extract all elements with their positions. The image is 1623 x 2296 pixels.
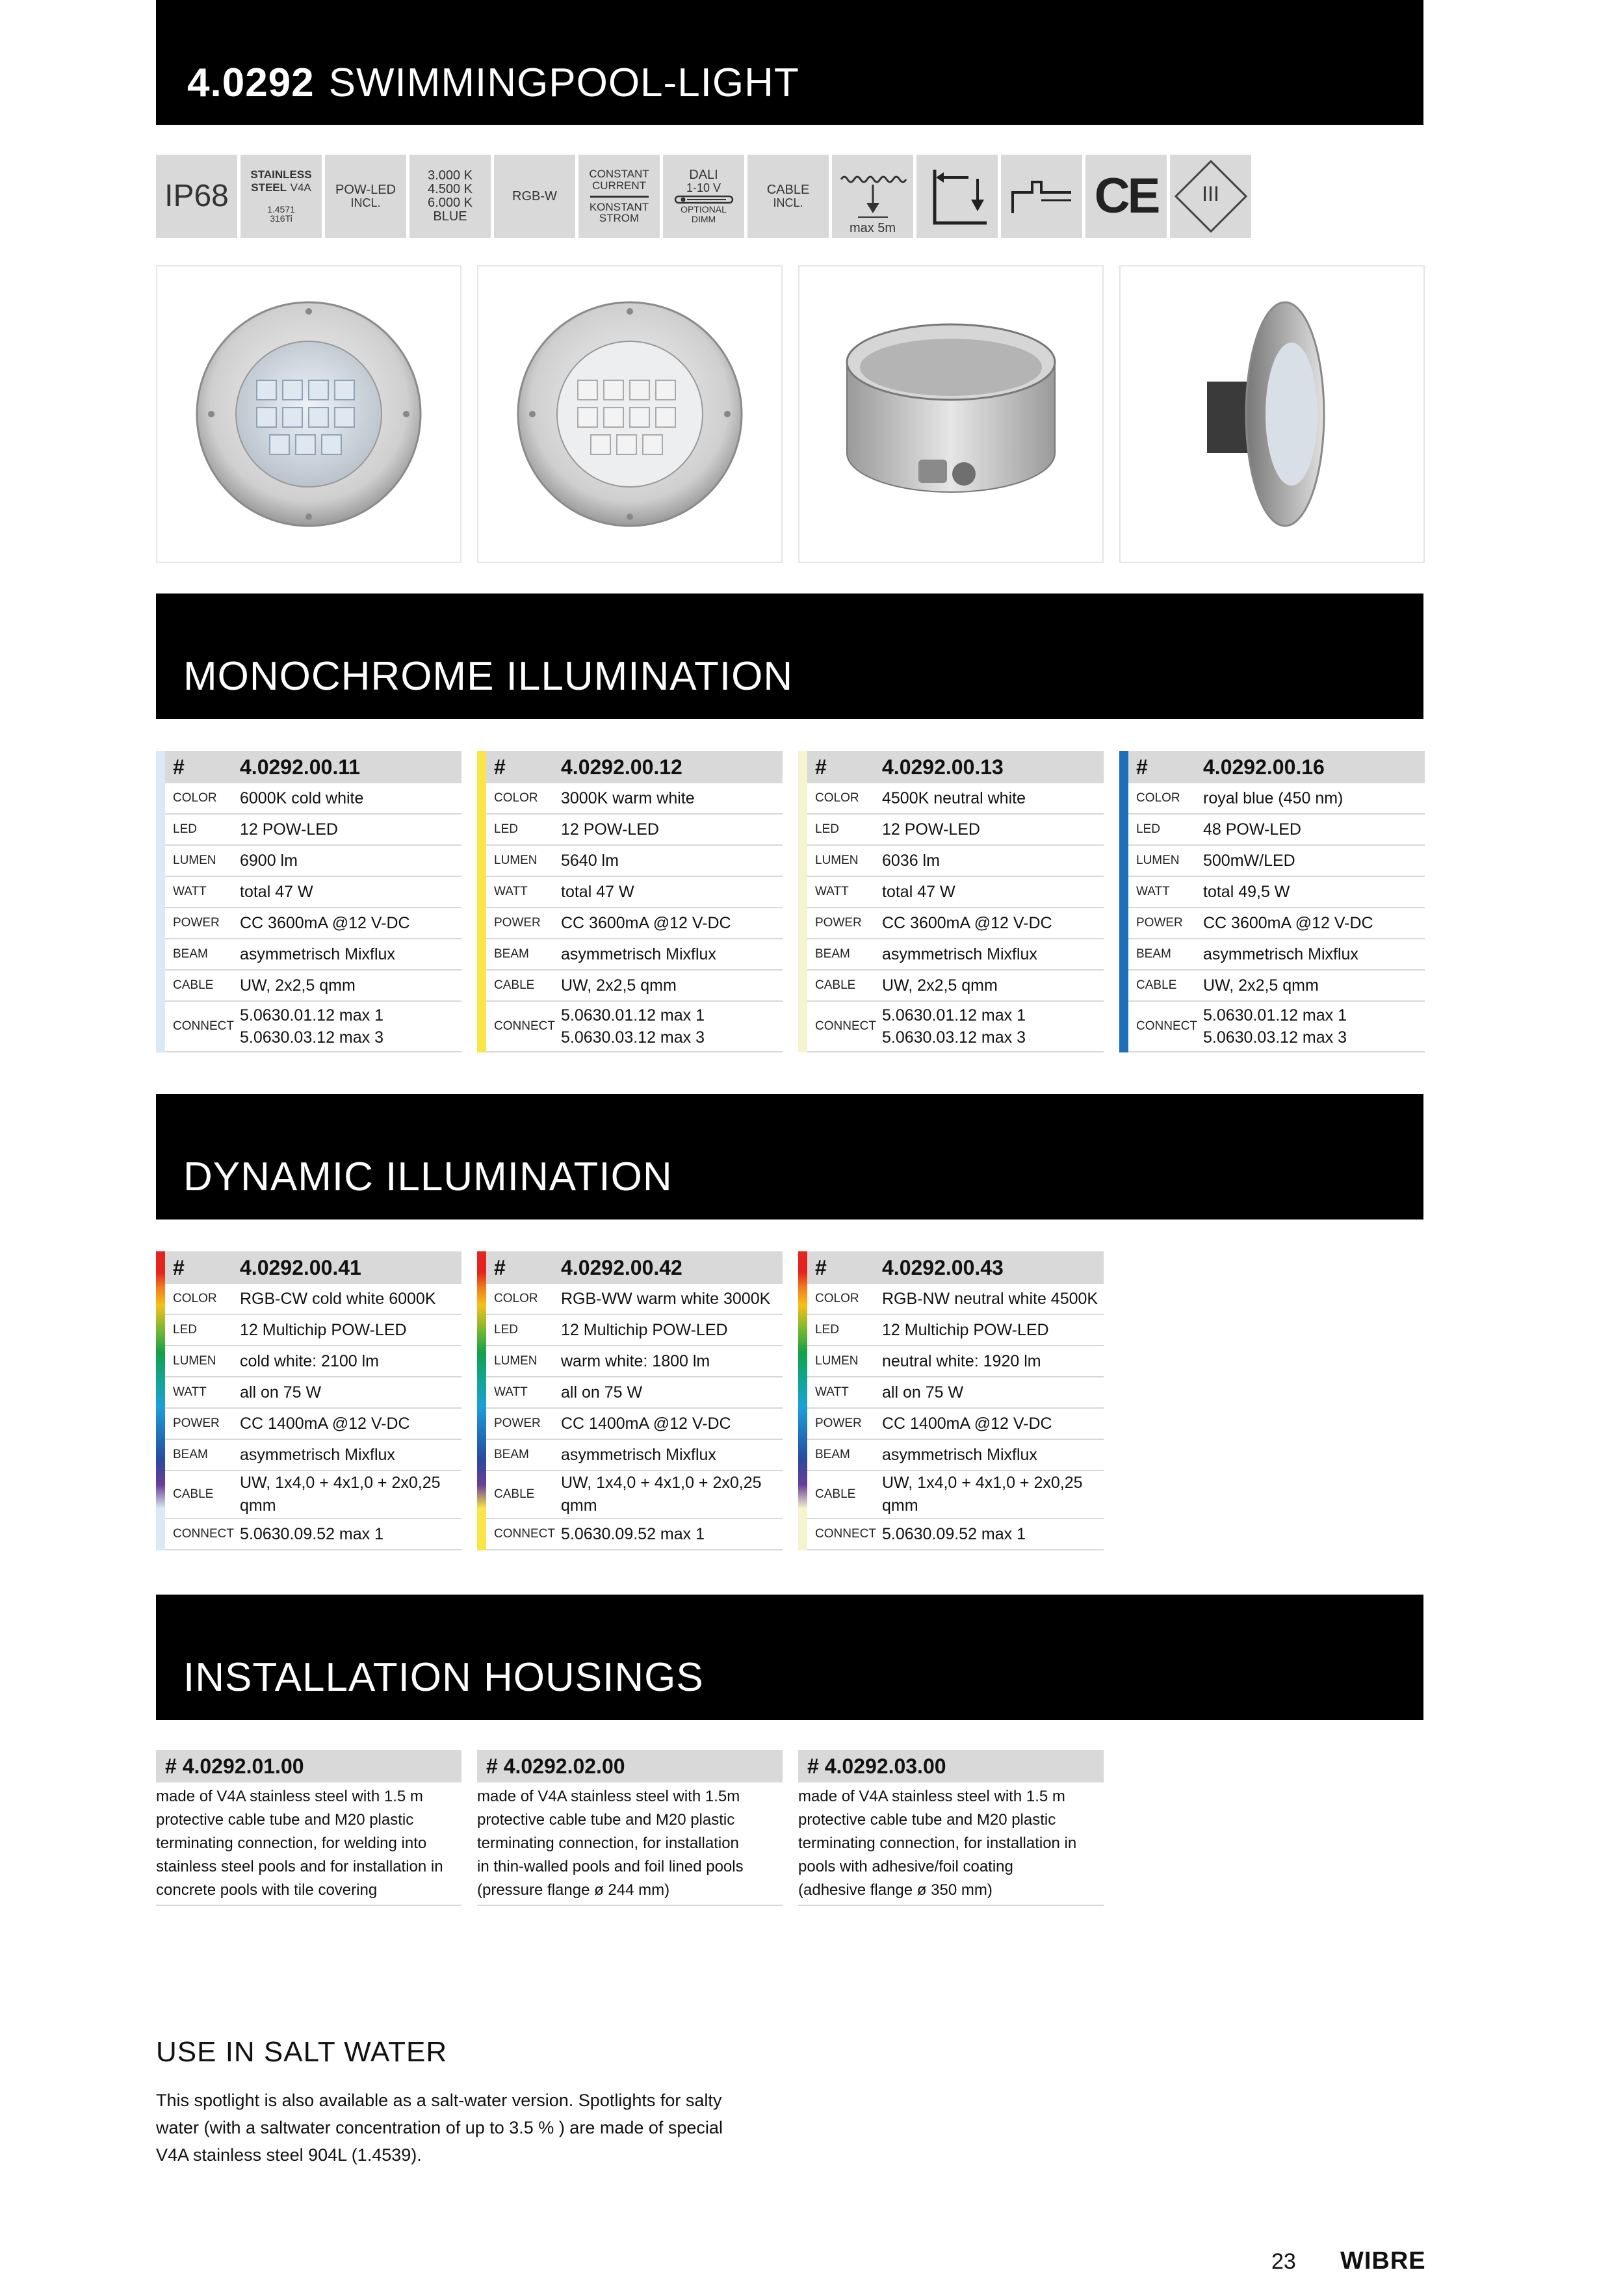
spec-value: total 47 W: [882, 882, 955, 901]
dimmer-slider-icon: [674, 194, 734, 205]
water-depth-icon: [837, 170, 909, 222]
spec-table-4.0292.00.41: [156, 1251, 461, 1550]
spec-label: CABLE: [494, 978, 535, 992]
spec-value: all on 75 W: [882, 1383, 964, 1402]
spec-value: CC 3600mA @12 V-DC: [882, 913, 1052, 932]
spec-label: COLOR: [815, 791, 859, 805]
spec-label: WATT: [494, 885, 528, 898]
spec-row-watt: [165, 877, 461, 908]
spec-value: UW, 2x2,5 qmm: [240, 976, 356, 995]
housing-description: made of V4A stainless steel with 1.5 m protective cable tube and M20 plastic terminating connection, for welding into stainless steel pools and for installation in concrete pools with tile covering: [156, 1782, 461, 1906]
spec-value: UW, 2x2,5 qmm: [882, 976, 998, 995]
spec-value: 500mW/LED: [1203, 851, 1295, 870]
spec-row-lumen: [486, 1346, 783, 1377]
spec-table-4.0292.00.42: [477, 1251, 783, 1550]
spec-row-lumen: [165, 1346, 461, 1377]
table-header: [165, 1251, 461, 1284]
spec-label: WATT: [1136, 885, 1170, 898]
spec-label: LED: [494, 822, 518, 836]
spec-row-power: [486, 1409, 783, 1440]
spec-label: CABLE: [494, 1487, 535, 1501]
housing-description: made of V4A stainless steel with 1.5 m protective cable tube and M20 plastic terminating connection, for installation in pools with adhesive/foil coating (adhesive flange ø 350 mm): [798, 1782, 1104, 1906]
product-photo-front-ww: [477, 265, 783, 563]
spec-label: BEAM: [815, 1448, 850, 1461]
spec-value: asymmetrisch Mixflux: [882, 945, 1037, 963]
housing-card-1: [156, 1750, 461, 1906]
table-header: [486, 1251, 783, 1284]
spec-row-connect: [165, 1002, 461, 1052]
product-name: SWIMMINGPOOL-LIGHT: [328, 60, 799, 105]
spec-row-watt: [807, 1377, 1104, 1409]
ip68-badge: IP68: [156, 155, 237, 238]
spec-label: LED: [815, 822, 839, 836]
spec-row-cable: [486, 971, 783, 1002]
spec-row-beam: [1128, 939, 1425, 971]
spec-value: asymmetrisch Mixflux: [561, 1445, 716, 1464]
spec-value: neutral white: 1920 lm: [882, 1351, 1041, 1370]
spec-label: #: [1136, 755, 1148, 779]
spec-row-power: [165, 908, 461, 939]
spec-label: WATT: [815, 885, 849, 898]
spec-row-cable: [807, 971, 1104, 1002]
spec-value: 48 POW-LED: [1203, 820, 1301, 839]
spec-value: 12 Multichip POW-LED: [882, 1320, 1049, 1339]
feature-icons: [156, 155, 1251, 238]
stainless-steel-badge: STAINLESS STEEL V4A 1.4571 316Ti: [240, 155, 322, 238]
spec-row-power: [807, 908, 1104, 939]
spec-row-color: [486, 1284, 783, 1315]
spec-value: 5.0630.09.52 max 1: [882, 1524, 1026, 1543]
spec-value: cold white: 2100 lm: [240, 1351, 380, 1370]
housing-id: # 4.0292.02.00: [477, 1750, 783, 1782]
flush-mount-icon: [1006, 170, 1078, 222]
spec-value: 4.0292.00.43: [882, 1255, 1004, 1279]
color-bar: [156, 751, 165, 1052]
spec-label: POWER: [494, 916, 541, 930]
product-code: 4.0292: [187, 60, 315, 105]
flush-badge: [1001, 155, 1082, 238]
spec-row-connect: [165, 1519, 461, 1550]
spec-label: LUMEN: [494, 1354, 538, 1368]
spec-value: 4.0292.00.41: [240, 1255, 361, 1279]
spec-value: total 47 W: [240, 882, 313, 901]
spec-value: CC 3600mA @12 V-DC: [1203, 913, 1373, 932]
spec-value: 6000K cold white: [240, 789, 364, 807]
spec-value: 5.0630.09.52 max 1: [561, 1524, 705, 1543]
spec-row-led: [1128, 815, 1425, 846]
header-band: [156, 0, 1423, 125]
salt-water-text: This spotlight is also available as a salt-water version. Spotlights for salty water (with a saltwater concentration of up to 3.5 % ) are made of special V4A stainless steel 904L (1.4539).: [156, 2091, 723, 2165]
lamp-side-image: [1188, 297, 1357, 531]
spec-label: LED: [815, 1323, 839, 1337]
dali-dimming-badge: DALI 1-10 V OPTIONAL DIMM: [663, 155, 744, 238]
depth-badge: max 5m: [832, 155, 913, 238]
spec-value: warm white: 1800 lm: [561, 1351, 710, 1370]
spec-label: LUMEN: [494, 854, 538, 867]
spec-value: all on 75 W: [240, 1383, 322, 1402]
spec-label: POWER: [494, 1416, 541, 1430]
spec-label: CONNECT: [173, 1019, 234, 1033]
product-photo-side: [1119, 265, 1425, 563]
spec-row-color: [807, 1284, 1104, 1315]
spec-label: POWER: [815, 1416, 862, 1430]
section-title-housings: INSTALLATION HOUSINGS: [183, 1655, 704, 1700]
spec-value: UW, 1x4,0 + 4x1,0 + 2x0,25 qmm: [240, 1474, 441, 1515]
spec-label: LED: [173, 822, 197, 836]
spec-label: BEAM: [494, 1448, 529, 1461]
spec-value: 12 Multichip POW-LED: [561, 1320, 728, 1339]
spec-label: LUMEN: [815, 1354, 859, 1368]
spec-row-power: [807, 1409, 1104, 1440]
color-bar: [798, 1251, 807, 1550]
spec-label: BEAM: [173, 947, 208, 961]
spec-value: 4.0292.00.12: [561, 755, 682, 779]
spec-value: 5640 lm: [561, 851, 619, 870]
spec-value: asymmetrisch Mixflux: [240, 1445, 395, 1464]
spec-value: UW, 2x2,5 qmm: [561, 976, 677, 995]
spec-value: 6036 lm: [882, 851, 940, 870]
spec-label: CABLE: [815, 978, 856, 992]
spec-row-cable: [165, 971, 461, 1002]
section-band-monochrome: [156, 594, 1423, 719]
spec-label: LUMEN: [815, 854, 859, 867]
spec-row-beam: [165, 939, 461, 971]
lamp-front-image-2: [513, 297, 747, 531]
spec-label: CABLE: [173, 978, 214, 992]
spec-value: asymmetrisch Mixflux: [882, 1445, 1037, 1464]
spec-label: #: [173, 1255, 185, 1279]
spec-row-power: [165, 1409, 461, 1440]
spec-value: 5.0630.01.12 max 1 5.0630.03.12 max 3: [240, 1006, 383, 1047]
spec-label: CONNECT: [494, 1527, 555, 1541]
spec-value: 4.0292.00.42: [561, 1255, 682, 1279]
spec-row-cable: [165, 1471, 461, 1519]
pow-led-badge: POW-LED INCL.: [325, 155, 406, 238]
spec-row-watt: [1128, 877, 1425, 908]
section-band-housings: [156, 1595, 1423, 1720]
page-title: [187, 60, 799, 106]
spec-label: LUMEN: [173, 1354, 216, 1368]
spec-row-cable: [486, 1471, 783, 1519]
spec-value: 4500K neutral white: [882, 789, 1026, 807]
spec-label: WATT: [494, 1385, 528, 1399]
spec-label: WATT: [815, 1385, 849, 1399]
spec-row-power: [486, 908, 783, 939]
housing-id: # 4.0292.03.00: [798, 1750, 1104, 1782]
spec-label: COLOR: [173, 1292, 217, 1305]
spec-row-lumen: [486, 846, 783, 877]
spec-row-lumen: [807, 1346, 1104, 1377]
spec-table-4.0292.00.12: [477, 751, 783, 1052]
salt-water-heading: USE IN SALT WATER: [156, 2036, 448, 2068]
spec-value: CC 1400mA @12 V-DC: [882, 1414, 1052, 1433]
spec-row-color: [807, 783, 1104, 815]
spec-row-led: [165, 815, 461, 846]
color-bar: [477, 1251, 486, 1550]
spec-label: CABLE: [1136, 978, 1177, 992]
spec-label: POWER: [173, 916, 220, 930]
spec-label: WATT: [173, 1385, 207, 1399]
table-header: [1128, 751, 1425, 783]
spec-label: COLOR: [494, 1292, 538, 1305]
rgbw-badge: RGB-W: [494, 155, 575, 238]
spec-table-4.0292.00.13: [798, 751, 1104, 1052]
spec-row-color: [165, 1284, 461, 1315]
spec-label: BEAM: [815, 947, 850, 961]
spec-label: COLOR: [1136, 791, 1180, 805]
constant-current-badge: CONSTANT CURRENT KONSTANT STROM: [578, 155, 660, 238]
spec-table-4.0292.00.43: [798, 1251, 1104, 1550]
housing-card-2: [477, 1750, 783, 1906]
spec-label: #: [494, 755, 506, 779]
color-temperature-badge: 3.000 K 4.500 K 6.000 K BLUE: [409, 155, 491, 238]
table-header: [807, 1251, 1104, 1284]
spec-row-lumen: [165, 846, 461, 877]
spec-value: total 47 W: [561, 882, 634, 901]
spec-row-connect: [486, 1519, 783, 1550]
divider: [590, 196, 649, 198]
color-bar: [477, 751, 486, 1052]
spec-label: CABLE: [815, 1487, 856, 1501]
spec-label: WATT: [173, 885, 207, 898]
spec-value: 5.0630.01.12 max 1 5.0630.03.12 max 3: [561, 1006, 705, 1047]
spec-value: CC 1400mA @12 V-DC: [561, 1414, 731, 1433]
spec-value: 3000K warm white: [561, 789, 695, 807]
spec-row-watt: [486, 877, 783, 908]
spec-table-4.0292.00.16: [1119, 751, 1425, 1052]
spec-label: POWER: [815, 916, 862, 930]
spec-label: #: [815, 1255, 827, 1279]
spec-label: LUMEN: [173, 854, 216, 867]
spec-value: RGB-NW neutral white 4500K: [882, 1289, 1098, 1308]
spec-row-cable: [807, 1471, 1104, 1519]
spec-label: COLOR: [494, 791, 538, 805]
product-photo-front-cw: [156, 265, 461, 563]
spec-label: LED: [173, 1323, 197, 1337]
spec-label: #: [494, 1255, 506, 1279]
spec-label: BEAM: [173, 1448, 208, 1461]
spec-value: 12 POW-LED: [561, 820, 659, 839]
spec-row-led: [486, 815, 783, 846]
section-title-dynamic: DYNAMIC ILLUMINATION: [183, 1155, 673, 1199]
color-bar: [798, 751, 807, 1052]
spec-value: 12 POW-LED: [240, 820, 338, 839]
brand-logo: WIBRE: [1340, 2247, 1426, 2275]
spec-label: CONNECT: [815, 1019, 876, 1033]
spec-label: POWER: [173, 1416, 220, 1430]
spec-value: CC 1400mA @12 V-DC: [240, 1414, 410, 1433]
table-header: [165, 751, 461, 783]
spec-row-watt: [165, 1377, 461, 1409]
spec-row-beam: [486, 939, 783, 971]
spec-value: 5.0630.01.12 max 1 5.0630.03.12 max 3: [882, 1006, 1026, 1047]
spec-value: RGB-WW warm white 3000K: [561, 1289, 771, 1308]
spec-value: asymmetrisch Mixflux: [1203, 945, 1358, 963]
spec-row-led: [486, 1315, 783, 1346]
spec-row-beam: [807, 1440, 1104, 1471]
spec-value: asymmetrisch Mixflux: [561, 945, 716, 963]
protection-class-badge: III: [1170, 155, 1251, 238]
spec-value: RGB-CW cold white 6000K: [240, 1289, 436, 1308]
spec-value: total 49,5 W: [1203, 882, 1290, 901]
spec-row-watt: [486, 1377, 783, 1409]
ce-badge: CE: [1085, 155, 1167, 238]
spec-value: 6900 lm: [240, 851, 298, 870]
spec-value: 12 Multichip POW-LED: [240, 1320, 407, 1339]
spec-row-color: [486, 783, 783, 815]
spec-label: COLOR: [173, 791, 217, 805]
spec-label: BEAM: [494, 947, 529, 961]
spec-label: LED: [494, 1323, 518, 1337]
installation-housing-image: [834, 310, 1068, 518]
spec-value: royal blue (450 nm): [1203, 789, 1344, 807]
color-bar: [1119, 751, 1128, 1052]
spec-row-lumen: [807, 846, 1104, 877]
housing-description: made of V4A stainless steel with 1.5m protective cable tube and M20 plastic terminating connection, for installation in thin-walled pools and foil lined pools (pressure flange ø 244 mm): [477, 1782, 783, 1906]
housing-card-3: [798, 1750, 1104, 1906]
spec-row-watt: [807, 877, 1104, 908]
spec-label: #: [815, 755, 827, 779]
spec-label: LED: [1136, 822, 1160, 836]
spec-label: COLOR: [815, 1292, 859, 1305]
spec-label: #: [173, 755, 185, 779]
spec-value: CC 3600mA @12 V-DC: [561, 913, 731, 932]
spec-label: BEAM: [1136, 947, 1171, 961]
spec-value: 12 POW-LED: [882, 820, 980, 839]
spec-value: all on 75 W: [561, 1383, 643, 1402]
spec-label: CONNECT: [173, 1527, 234, 1541]
spec-value: CC 3600mA @12 V-DC: [240, 913, 410, 932]
spec-value: UW, 1x4,0 + 4x1,0 + 2x0,25 qmm: [561, 1474, 762, 1515]
product-photo-housing: [798, 265, 1104, 563]
spec-label: POWER: [1136, 916, 1183, 930]
section-title-monochrome: MONOCHROME ILLUMINATION: [183, 654, 794, 699]
spec-value: asymmetrisch Mixflux: [240, 945, 395, 963]
spec-row-led: [807, 815, 1104, 846]
spec-value: 4.0292.00.13: [882, 755, 1004, 779]
spec-label: CONNECT: [815, 1527, 876, 1541]
spec-row-power: [1128, 908, 1425, 939]
spec-row-beam: [807, 939, 1104, 971]
spec-label: CABLE: [173, 1487, 214, 1501]
recessed-mount-icon: [922, 161, 993, 232]
lamp-front-image: [192, 297, 426, 531]
spec-value: UW, 2x2,5 qmm: [1203, 976, 1319, 995]
spec-label: CONNECT: [494, 1019, 555, 1033]
spec-value: UW, 1x4,0 + 4x1,0 + 2x0,25 qmm: [882, 1474, 1083, 1515]
spec-row-color: [1128, 783, 1425, 815]
housing-id: # 4.0292.01.00: [156, 1750, 461, 1782]
mounting-badge: [916, 155, 998, 238]
cable-included-badge: CABLE INCL.: [747, 155, 829, 238]
spec-row-beam: [165, 1440, 461, 1471]
spec-value: 4.0292.00.16: [1203, 755, 1325, 779]
table-header: [807, 751, 1104, 783]
spec-row-led: [807, 1315, 1104, 1346]
spec-value: 5.0630.09.52 max 1: [240, 1524, 383, 1543]
spec-row-connect: [486, 1002, 783, 1052]
color-bar: [156, 1251, 165, 1550]
spec-row-led: [165, 1315, 461, 1346]
spec-row-color: [165, 783, 461, 815]
spec-row-connect: [807, 1002, 1104, 1052]
section-band-dynamic: [156, 1094, 1423, 1220]
spec-row-cable: [1128, 971, 1425, 1002]
spec-row-connect: [807, 1519, 1104, 1550]
spec-value: 5.0630.01.12 max 1 5.0630.03.12 max 3: [1203, 1006, 1347, 1047]
page-number: 23: [1271, 2249, 1296, 2274]
spec-row-connect: [1128, 1002, 1425, 1052]
spec-label: LUMEN: [1136, 854, 1180, 867]
spec-table-4.0292.00.11: [156, 751, 461, 1052]
table-header: [486, 751, 783, 783]
spec-label: CONNECT: [1136, 1019, 1197, 1033]
spec-value: 4.0292.00.11: [240, 755, 361, 779]
spec-row-beam: [486, 1440, 783, 1471]
spec-row-lumen: [1128, 846, 1425, 877]
